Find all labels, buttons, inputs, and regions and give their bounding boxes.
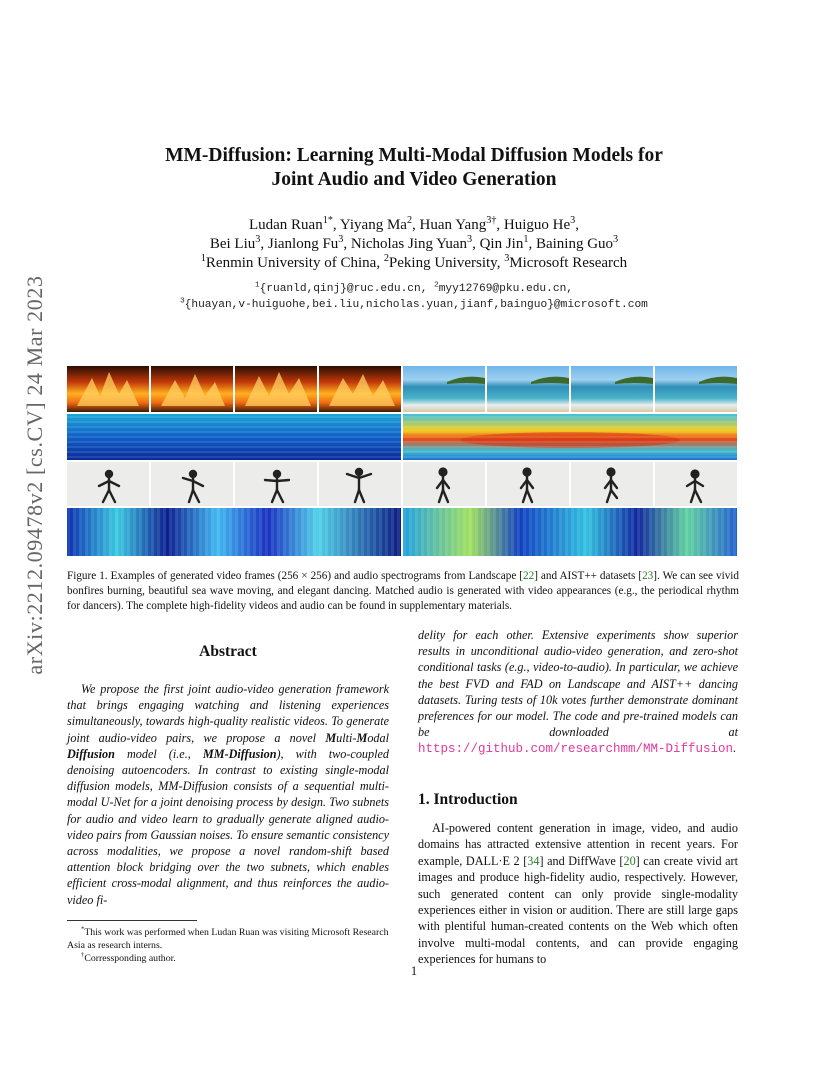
abstract-text: . <box>733 741 737 756</box>
caption-text: Figure 1. Examples of generated video frames (256 × 256) and audio spectrograms from Landscape [ <box>67 570 524 582</box>
author-sup: 1* <box>322 215 333 226</box>
footnote-text: Corressponding author. <box>84 953 176 964</box>
email-sup: 1 <box>255 281 260 290</box>
title-line-2: Joint Audio and Video Generation <box>271 169 557 190</box>
author-sup: 1 <box>523 234 529 245</box>
sea-frames <box>403 366 737 412</box>
affil-sup: 1 <box>200 253 206 264</box>
author-name: Baining Guo <box>535 236 614 252</box>
figure-1-image <box>67 366 737 556</box>
footnote-divider <box>67 920 197 921</box>
email-line-2 <box>0 297 828 313</box>
intro-text: AI-powered content generation in image, video, and audio domains has attracted extensive attention in recent years. For example, DALL·E 2 [ <box>418 821 738 868</box>
footnote-1 <box>67 926 389 952</box>
paper-title <box>0 144 828 192</box>
title-line-1: MM-Diffusion: Learning Multi-Modal Diffusion Models for <box>165 145 663 166</box>
arxiv-stamp: arXiv:2212.09478v2 [cs.CV] 24 Mar 2023 <box>22 275 47 675</box>
email-sup: 2 <box>434 281 439 290</box>
author-name: Bei Liu <box>209 236 256 252</box>
page-number: 1 <box>410 964 418 978</box>
dance-spectrograms <box>67 508 737 556</box>
code-url-link[interactable]: https://github.com/researchmm/MM-Diffusion <box>418 742 734 757</box>
abstract-bold: M <box>325 730 337 745</box>
author-sup: 3† <box>486 215 497 226</box>
affiliation: Microsoft Research <box>509 255 628 271</box>
footnotes <box>67 926 389 965</box>
email-block <box>0 281 828 313</box>
footnote-text: This work was performed when Ludan Ruan was visiting Microsoft Research Asia as research interns. <box>67 927 389 951</box>
email-sup: 3 <box>180 297 185 306</box>
section-heading-introduction: 1. Introduction <box>418 791 518 808</box>
author-sup: 3 <box>467 234 473 245</box>
authors-line-2: Bei Liu$^3$, Jianlong Fu$^3$, Nicholas Jing Yuan$^3$, Qin Jin$^1$, Baining Guo$^3$ <box>209 234 619 252</box>
citation-link[interactable]: 23 <box>642 570 654 582</box>
author-name: Huiguo He <box>503 217 571 233</box>
author-name: Nicholas Jing Yuan <box>350 236 467 252</box>
author-name: Yiyang Ma <box>339 217 407 233</box>
author-sup: 2 <box>406 215 413 226</box>
caption-text: ] and AIST++ datasets [ <box>534 570 643 582</box>
abstract-bold: M <box>356 730 368 745</box>
citation-link[interactable]: 22 <box>523 570 535 582</box>
abstract-heading: Abstract <box>199 643 257 660</box>
email-text: myy12769@pku.edu.cn, <box>438 283 573 295</box>
email-line-1 <box>0 281 828 297</box>
dancer-frames <box>67 462 737 506</box>
email-text: {huayan,v-huiguohe,bei.liu,nicholas.yuan,jianf,bainguo}@microsoft.com <box>184 299 648 311</box>
citation-link[interactable]: 34 <box>527 853 540 868</box>
author-sup: 3 <box>338 234 344 245</box>
citation-link[interactable]: 20 <box>623 853 636 868</box>
abstract-text: odal <box>367 730 389 745</box>
author-name: Huan Yang <box>419 217 487 233</box>
author-sup: 3 <box>255 234 261 245</box>
landscape-spectrograms <box>67 414 737 460</box>
author-sup: 3 <box>613 234 619 245</box>
footnote-mark: † <box>81 951 85 959</box>
abstract-bold: MM-Diffusion <box>202 746 277 761</box>
email-text: {ruanld,qinj}@ruc.edu.cn, <box>259 283 428 295</box>
abstract-text: ulti- <box>336 730 357 745</box>
author-name: Qin Jin <box>479 236 524 252</box>
intro-text: ] and DiffWave [ <box>539 853 624 868</box>
authors-line-1: Ludan Ruan$^{1*}$, Yiyang Ma$^2$, Huan Yang$^{3\dagger}$, Huiguo He$^3$, <box>248 215 579 233</box>
abstract-bold: Diffusion <box>67 746 115 761</box>
author-block <box>0 216 828 273</box>
bonfire-frames <box>67 366 401 412</box>
affil-sup: 2 <box>383 253 389 264</box>
affil-sup: 3 <box>504 253 510 264</box>
introduction-body <box>418 820 738 968</box>
abstract-text: ), with two-coupled denoising autoencoders. In contrast to existing single-modal diffusion models, MM-Diffusion consists of a sequential multi-modal U-Net for a joint denoising process by design. Two subnets for audio and video learn to gradually generate aligned audio-video pairs from Gaussian noises. To ensure semantic consistency across modalities, we propose a novel random-shift based attention block bridging over the two subnets, which enables efficient cross-modal alignment, and thus reinforces the audio-video fi- <box>67 746 389 907</box>
affiliation: Renmin University of China <box>205 255 377 271</box>
author-sup: 3 <box>570 215 576 226</box>
abstract-text: delity for each other. Extensive experiments show superior results in unconditional audio-video generation, and zero-shot conditional tasks (e.g., video-to-audio). In particular, we achieve the best FVD and FAD on Landscape and AIST++ dancing datasets. Turing tests of 10k votes further demonstrate dominant preferences for our model. The code and pre-trained models can be downloaded at <box>418 628 738 740</box>
footnote-mark: * <box>81 925 85 933</box>
affiliations: $^1$Renmin University of China, $^2$Peking University, $^3$Microsoft Research <box>200 253 628 271</box>
abstract-body-right <box>418 627 738 758</box>
abstract-text: We propose the first joint audio-video generation framework that brings engaging watching and listening experiences simultaneously, towards high-quality realistic videos. To generate joint audio-video pairs, we propose a novel <box>67 682 389 745</box>
author-name: Ludan Ruan <box>248 217 323 233</box>
affiliation: Peking University <box>388 255 497 271</box>
figure-caption <box>67 569 739 615</box>
abstract-body-left <box>67 681 389 908</box>
caption-text: ]. We can see vivid bonfires burning, beautiful sea wave moving, and elegant dancing. Matched audio is generated with video appearances (e.g., the periodical rhythm for dancers). The complete high-fidelity videos and audio can be found in supplementary materials. <box>67 570 739 613</box>
intro-text: ] can create vivid art images and produce high-fidelity audio, respectively. However, such generated content can only provide single-modality experiences either in vision or audition. There are still large gaps with plentiful human-created contents on the Web which often involve multi-modal contents, and can provide engaging experiences for humans to <box>418 853 738 967</box>
abstract-text: model (i.e., <box>114 746 203 761</box>
figure-1 <box>67 366 737 556</box>
author-name: Jianlong Fu <box>267 236 339 252</box>
